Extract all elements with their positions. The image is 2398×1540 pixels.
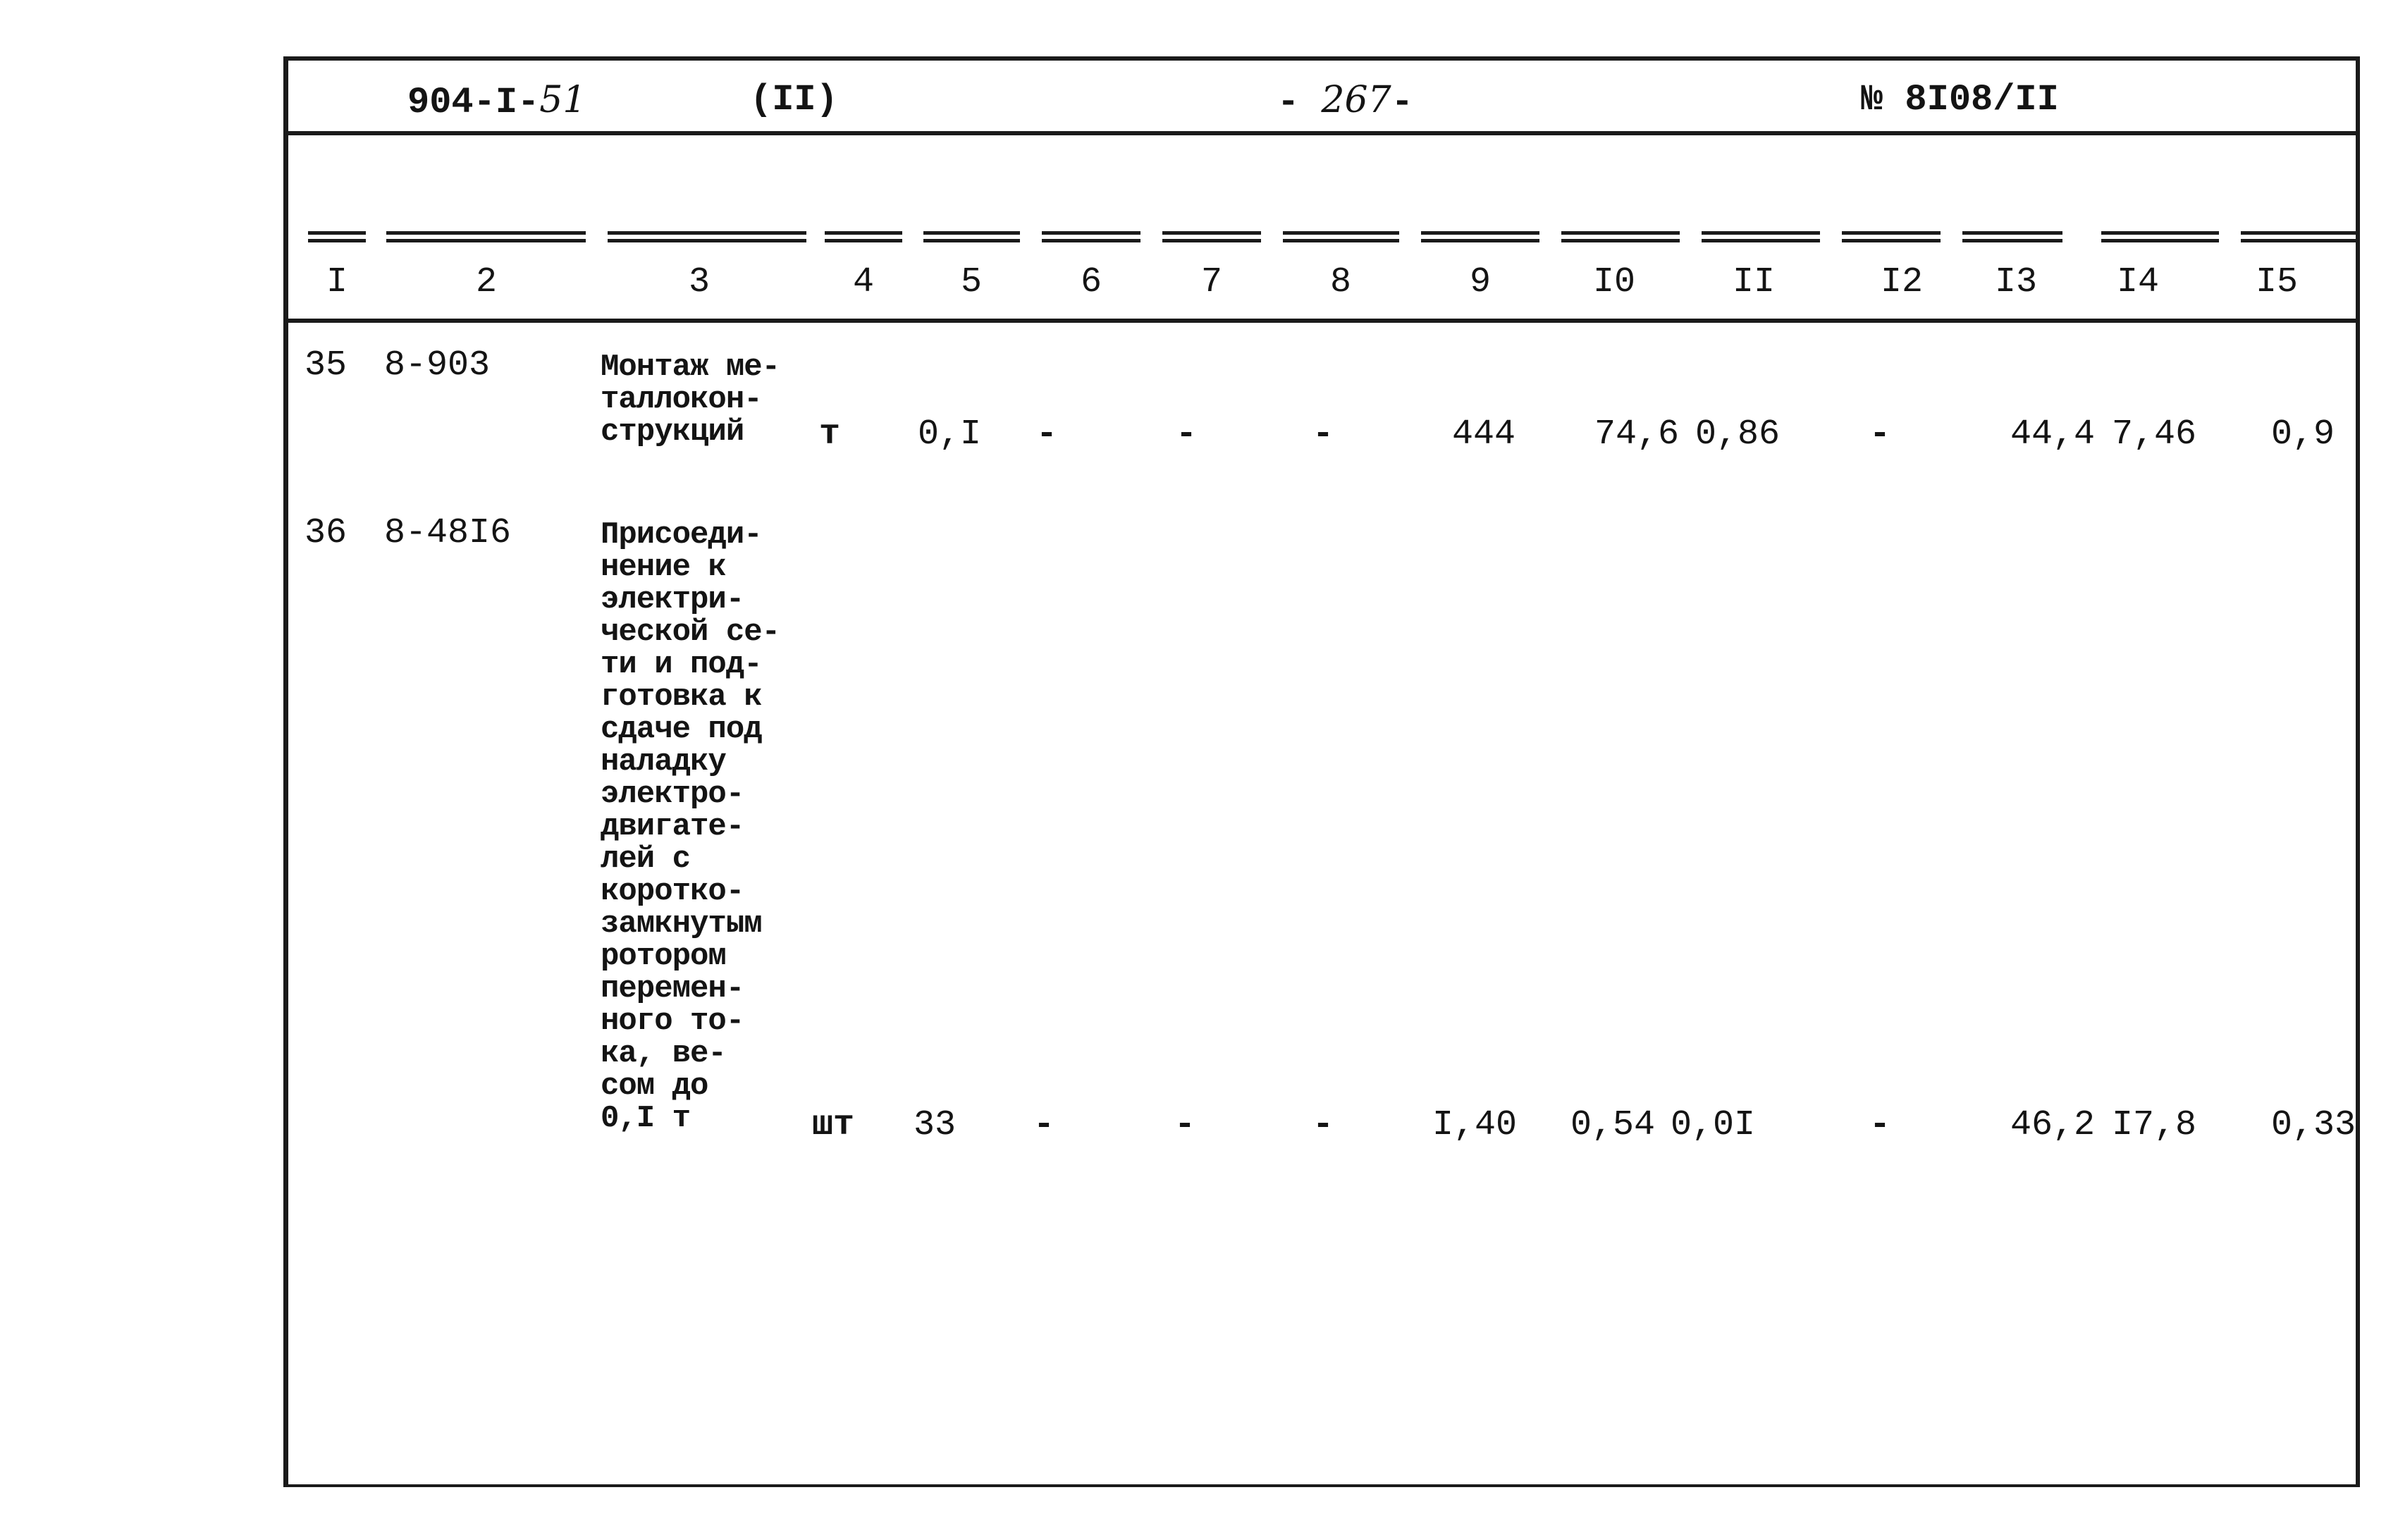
document-part: (II) [750, 79, 838, 121]
row-col12: - [1869, 1105, 1891, 1145]
row-col15: 0,9 [2271, 414, 2335, 455]
column-number: I2 [1880, 262, 1923, 302]
row-col8: - [1312, 414, 1334, 455]
column-number: I [326, 262, 348, 302]
row-col14: I7,8 [2112, 1105, 2197, 1145]
column-number: 8 [1329, 262, 1351, 302]
document-code [407, 79, 586, 123]
column-rule [1962, 230, 2062, 245]
row-description: Монтаж ме- таллокон- струкций [601, 350, 780, 450]
document-code-printed: 904-I- [407, 82, 540, 123]
row-unit: шт [812, 1105, 855, 1145]
column-rule [1842, 230, 1941, 245]
row-col8: - [1312, 1105, 1334, 1145]
column-number: 4 [852, 262, 874, 302]
column-rule [2241, 230, 2356, 245]
page-number-suffix: - [1391, 82, 1413, 123]
document-code-handwritten: 51 [539, 79, 586, 121]
row-col7: - [1176, 414, 1198, 455]
row-col10: 74,6 [1594, 414, 1680, 455]
column-rule [386, 230, 586, 245]
column-number: I4 [2116, 262, 2159, 302]
column-number: 2 [475, 262, 497, 302]
row-col13: 46,2 [2010, 1105, 2096, 1145]
column-rule [2101, 230, 2219, 245]
column-number: 5 [960, 262, 982, 302]
column-rule [308, 230, 366, 245]
row-col11: 0,0I [1671, 1105, 1756, 1145]
row-col6: - [1033, 1105, 1055, 1145]
row-col9: I,40 [1432, 1105, 1518, 1145]
column-number: II [1732, 262, 1775, 302]
column-rule [1421, 230, 1539, 245]
document-number: № 8I08/II [1861, 79, 2059, 121]
row-number: 36 [305, 513, 348, 553]
column-rule [608, 230, 806, 245]
row-col13: 44,4 [2010, 414, 2096, 455]
page-number-prefix: - [1277, 82, 1322, 123]
header-divider [288, 131, 2356, 135]
row-quantity: 0,I [918, 414, 982, 455]
column-number: 3 [688, 262, 710, 302]
row-col9: 444 [1452, 414, 1516, 455]
page-number [1277, 79, 1413, 123]
column-rule [825, 230, 902, 245]
column-rule [1283, 230, 1399, 245]
row-code: 8-48I6 [384, 513, 512, 553]
row-col11: 0,86 [1695, 414, 1781, 455]
column-rule [1561, 230, 1680, 245]
column-number: 9 [1469, 262, 1491, 302]
row-unit: т [819, 414, 841, 455]
row-col15: 0,33 [2271, 1105, 2356, 1145]
column-number: 6 [1080, 262, 1102, 302]
row-number: 35 [305, 345, 348, 386]
column-rule [1162, 230, 1261, 245]
column-number: I5 [2255, 262, 2298, 302]
row-col6: - [1036, 414, 1058, 455]
column-rule [923, 230, 1020, 245]
row-col7: - [1174, 1105, 1196, 1145]
row-col14: 7,46 [2112, 414, 2197, 455]
column-rule [1042, 230, 1140, 245]
column-number: 7 [1200, 262, 1222, 302]
column-rule [1702, 230, 1820, 245]
row-code: 8-903 [384, 345, 491, 386]
row-description: Присоеди- нение к электри- ческой се- ти и под- готовка к сдаче под наладку электро- двигате- лей с коротко- замкнутым ротором перемен- ного то- ка, ве- сом до 0,I т [601, 517, 780, 1136]
row-col12: - [1869, 414, 1891, 455]
column-number: I3 [1994, 262, 2037, 302]
row-quantity: 33 [914, 1105, 957, 1145]
column-header-divider [288, 319, 2356, 323]
page-number-handwritten: 267 [1321, 79, 1391, 121]
column-number: I0 [1592, 262, 1635, 302]
row-col10: 0,54 [1570, 1105, 1656, 1145]
